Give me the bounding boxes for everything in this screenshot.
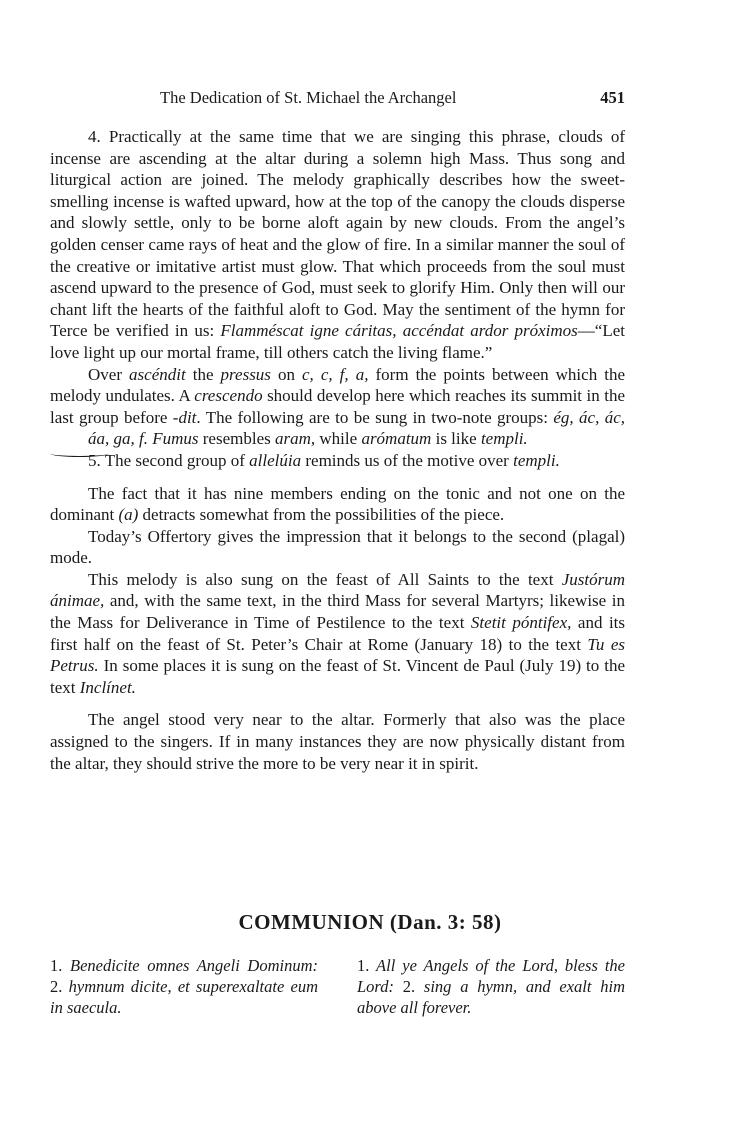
text-run: detracts somewhat from the possibilities of the piece. [138,505,505,525]
verse-number: 1. [50,956,63,975]
text-run: while [315,429,362,449]
scripture-reference: (Dan. 3: 58) [389,910,502,934]
italic-term: arómatum [361,429,432,449]
running-head [50,88,625,112]
italic-term: templi. [480,429,528,449]
text-run: the [185,364,221,384]
text-run: 5. The second group of [88,450,250,470]
text-run: In some places it is sung on the feast of St. Vincent de Paul (July 19) to the text [50,656,625,697]
text-run: is like [431,429,481,449]
paragraph-offertory-mode: Today’s Offertory gives the impression that it belongs to the second (plagal) mode. [50,526,625,568]
latin-verse: Benedicite omnes Angeli Dominum: [70,956,318,975]
section-heading [0,910,740,935]
verse-number: 1. [357,956,370,975]
italic-term: allelúia [249,450,302,470]
slurred-group: áa, [50,428,109,450]
page-number: 451 [600,88,625,107]
italic-term: ascéndit [129,364,186,384]
italic-term: aram, [275,429,316,449]
italic-term: c, c, f, a, [302,364,369,384]
verse-number: 2. [402,977,416,996]
italic-term: Justórum ánimae, [50,569,625,611]
text-run: Over [88,364,130,384]
text-run: resembles [198,429,275,449]
latin-column [50,955,318,1018]
text-run: form the points between which the melody undulates. A [50,364,626,406]
italic-term: -dit [172,407,197,427]
italic-term: Fumus [152,429,199,449]
paragraph-5 [50,450,625,472]
italic-term: pressus [220,364,271,384]
verse-number: 2. [50,977,63,996]
paragraph-ascendit [50,364,625,450]
italic-term: ga, f. [113,429,148,449]
italic-term: Tu es Petrus. [50,634,625,676]
text-run: reminds us of the motive over [301,450,514,470]
running-head-title: The Dedication of St. Michael the Archangel [160,88,457,107]
text-run: . The following are to be sung in two-note groups: [196,407,554,427]
text-run: —“Let love light up our mortal frame, till others catch the living flame.” [50,321,625,362]
italic-term: ég, ác, ác, [553,407,625,427]
hymn-quote-latin: Flamméscat igne cáritas, accéndat ardor próximos [220,321,578,341]
italic-term: (a) [118,505,139,525]
text-run: and its first half on the feast of St. Peter’s Chair at Rome (January 18) to the text [50,613,626,654]
latin-verse: hymnum dicite, et superexaltate eum in saecula. [50,977,319,1017]
text-run: and, with the same text, in the third Mass for several Martyrs; likewise in the Mass for Deliverance in Time of Pestilence to the text [50,591,625,633]
communion-text [50,955,625,1018]
paragraph-melody-uses [50,569,625,699]
english-column [357,955,625,1018]
text-run: The fact that it has nine members ending on the tonic and not one on the dominant [50,483,625,525]
paragraph-nine-members [50,483,625,526]
english-verse: sing a hymn, and exalt him above all forever. [357,977,626,1017]
text-run: on [270,364,303,384]
italic-term: templi. [513,450,560,470]
italic-term: Inclínet. [79,677,136,697]
paragraph-angel-altar: The angel stood very near to the altar. Formerly that also was the place assigned to the singers. If in many instances they are now physically distant from the altar, they should strive the more to be very near it in spirit. [50,710,625,773]
body-text [50,126,625,774]
text-run: This melody is also sung on the feast of All Saints to the text [88,569,562,589]
italic-term: Stetit póntifex, [470,613,572,633]
paragraph-4 [50,126,625,364]
english-verse: All ye Angels of the Lord, bless the Lord: [357,956,626,996]
communion-heading: COMMUNION [238,910,385,934]
text-run: 4. Practically at the same time that we are singing this phrase, clouds of incense are ascending at the altar during a solemn high Mass. Thus song and liturgical action are joined. The melody graphically describes how the sweet-smelling incense is wafted upward, how at the top of the canopy the clouds disperse and slowly settle, only to be borne aloft again by new clouds. From the angel’s golden censer came rays of heat and the glow of fire. In a similar manner the soul of the creative or imitative artist must glow. That which proceeds from the soul must ascend upward to the presence of God, must seek to glorify Him. Only then will our chant lift the hearts of the faithful aloft to God. May the sentiment of the hymn for Terce be verified in us: [50,127,625,341]
text-run: should develop here which reaches its summit in the last group before [50,386,625,427]
italic-term: crescendo [194,386,263,406]
